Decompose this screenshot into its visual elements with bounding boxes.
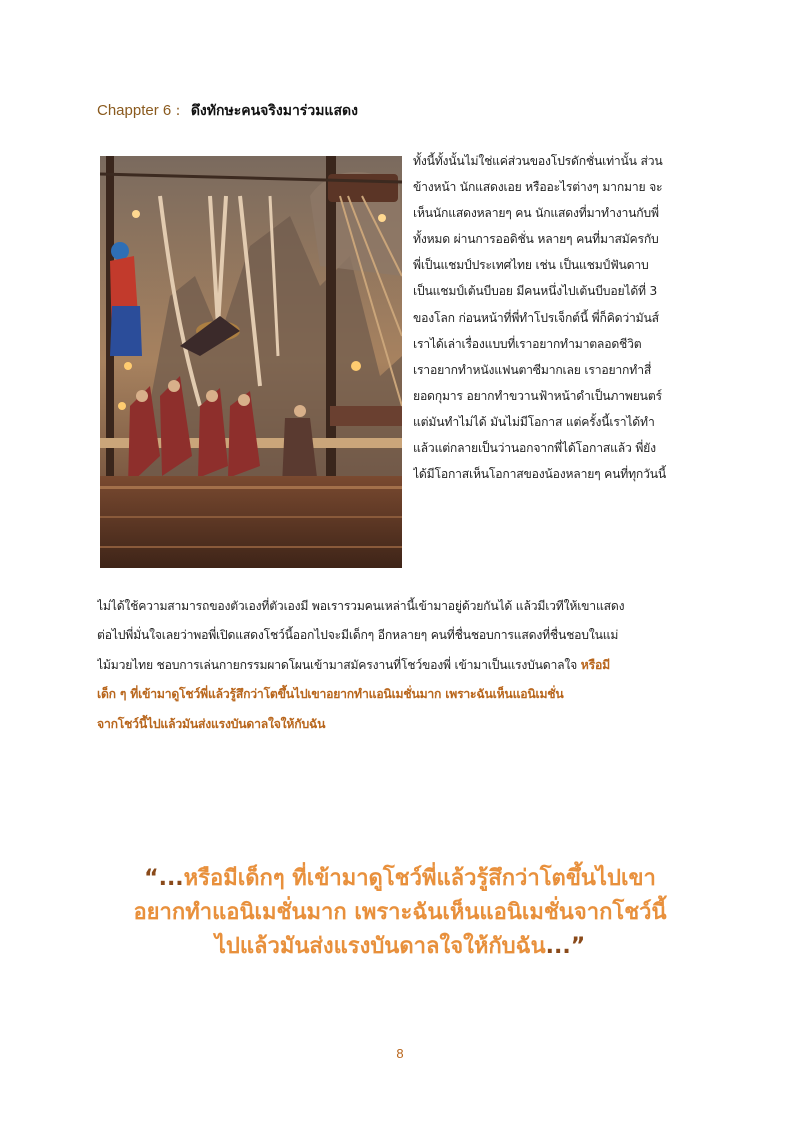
body-line-plain: ไม้มวยไทย ชอบการเล่นกายกรรมผาดโผนเข้ามาสมัครงานที่โชว์ของพี่ เข้ามาเป็นแรงบันดาลใจ [97,657,581,672]
highlight-start: หรือมี [580,657,610,672]
side-line: พี่เป็นแชมป์ประเทศไทย เช่น เป็นแชมป์ฟันดาบ [413,258,649,273]
side-line: ของโลก ก่อนหน้าที่พี่ทำโปรเจ็กต์นี้ พี่ก็คิดว่ามันส์ [413,310,659,325]
side-line: ได้มีโอกาสเห็นโอกาสของน้องหลายๆ คนที่ทุกวันนี้ [413,467,667,482]
side-line: ข้างหน้า นักแสดงเอย หรืออะไรต่างๆ มากมาย จะ [413,180,663,195]
side-line: แล้วแต่กลายเป็นว่านอกจากพี่ได้โอกาสแล้ว พี่ยัง [413,441,656,456]
side-paragraph [413,148,705,487]
quote-line-3 [60,930,740,964]
side-line: เราอยากทำหนังแฟนตาซีมากเลย เราอยากทำสี่ [413,362,652,377]
side-line: เป็นแชมป์เต้นบีบอย มีคนหนึ่งไปเต้นบีบอยได้ที่ 3 [413,284,658,299]
highlight-line: จากโชว์นี้ไปแล้วมันส่งแรงบันดาลใจให้กับฉัน [97,716,326,731]
quote-line-1 [60,862,740,896]
chapter-heading [97,100,358,122]
side-line: ทั้งนี้ทั้งนั้นไม่ใช่แค่ส่วนของโปรดักชั่นเท่านั้น ส่วน [413,154,663,168]
quote-open-mark: “... [144,866,184,891]
body-line: ต่อไปพี่มั่นใจเลยว่าพอพี่เปิดแสดงโชว์นี้ออกไปจะมีเด็กๆ อีกหลายๆ คนที่ชื่นชอบการแสดงที่ชื่นชอบในแม่ [97,628,619,643]
side-line: ทั้งหมด ผ่านการออดิชั่น หลายๆ คนที่มาสมัครกับ [413,232,659,247]
theatre-stage-photo [100,156,402,568]
body-paragraph [97,592,709,739]
side-line: แต่มันทำไม่ได้ มันไม่มีโอกาส แต่ครั้งนี้เราได้ทำ [413,414,655,429]
chapter-colon: : [175,103,181,119]
body-line: ไม่ได้ใช้ความสามารถของตัวเองที่ตัวเองมี พอเรารวมคนเหล่านี้เข้ามาอยู่ด้วยกันได้ แล้วมีเวทีให้เขาแสดง [97,599,625,613]
side-line: เห็นนักแสดงหลายๆ คน นักแสดงที่มาทำงานกับพี่ [413,206,659,221]
chapter-label: Chappter 6 [97,102,172,119]
body-line [97,651,709,680]
side-line: ยอดกุมาร อยากทำขวานฟ้าหน้าดำเป็นภาพยนตร์ [413,388,662,403]
side-line: เราได้เล่าเรื่องแบบที่เราอยากทำมาตลอดชีวิต [413,336,642,351]
chapter-title: ดึงทักษะคนจริงมาร่วมแสดง [190,103,358,119]
quote-close-mark: ...” [545,934,586,959]
quote-text-1: หรือมีเด็กๆ ที่เข้ามาดูโชว์พี่แล้วรู้สึกว่าโตขึ้นไปเขา [183,866,656,891]
stage-illustration [100,156,402,568]
pull-quote [60,862,740,964]
highlight-line: เด็ก ๆ ที่เข้ามาดูโชว์พี่แล้วรู้สึกว่าโตขึ้นไปเขาอยากทำแอนิเมชั่นมาก เพราะฉันเห็นแอนิเมชั่น [97,687,564,702]
page-number: 8 [396,1046,404,1061]
quote-text-3: ไปแล้วมันส่งแรงบันดาลใจให้กับฉัน [214,934,546,959]
quote-line-2: อยากทำแอนิเมชั่นมาก เพราะฉันเห็นแอนิเมชั่นจากโชว์นี้ [133,900,667,925]
